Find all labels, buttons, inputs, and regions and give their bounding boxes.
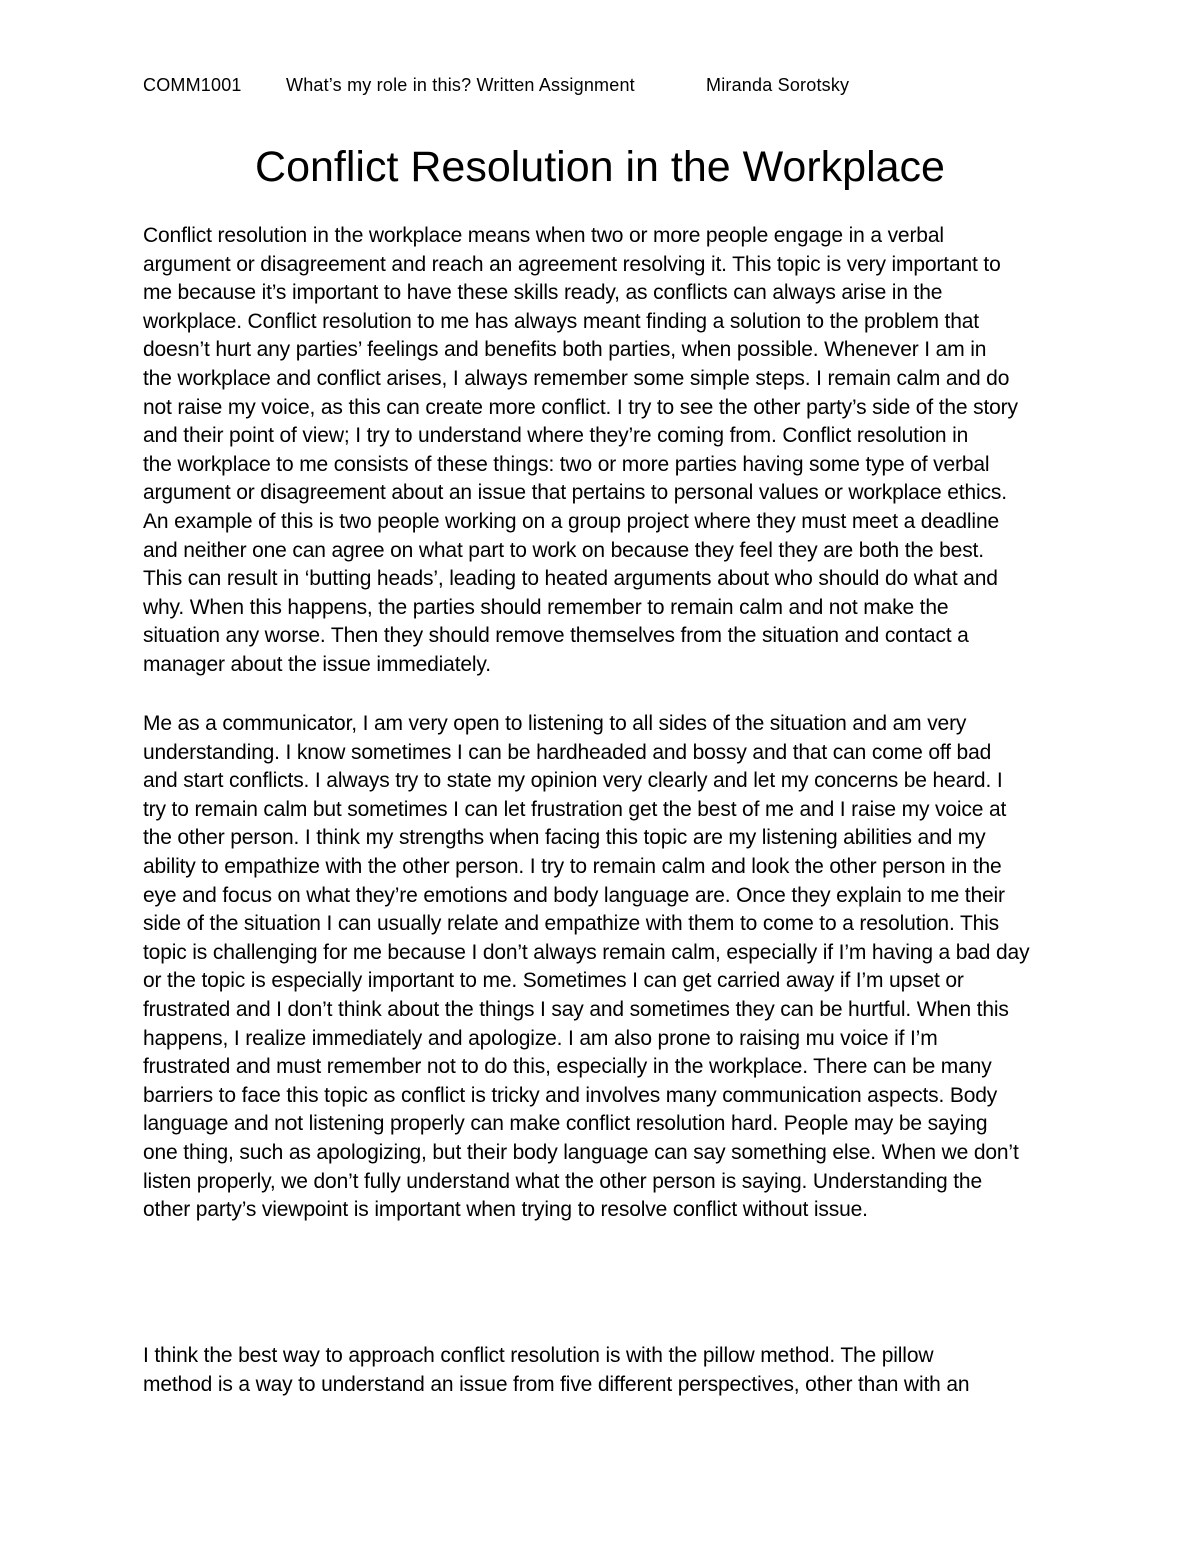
paragraph-3: I think the best way to approach conflict resolution is with the pillow method. The pillow method is a way to understand an issue from five different perspectives, other than with an — [143, 1344, 970, 1396]
assignment-name: What’s my role in this? Written Assignment — [286, 75, 635, 95]
author-name: Miranda Sorotsky — [706, 75, 850, 95]
paragraph-2: Me as a communicator, I am very open to listening to all sides of the situation and am very understanding. I know sometimes I can be hardheaded and bossy and that can come off bad and start conflicts. I always try to state my opinion very clearly and let my concerns be heard. I try to remain calm but sometimes I can let frustration get the best of me and I raise my voice at the other person. I think my strengths when facing this topic are my listening abilities and my ability to empathize with the other person. I try to remain calm and look the other person in the eye and focus on what they’re emotions and body language are. Once they explain to me their side of the situation I can usually relate and empathize with them to come to a resolution. This topic is challenging for me because I don’t always remain calm, especially if I’m having a bad day or the topic is especially important to me. Sometimes I can get carried away if I’m upset or frustrated and I don’t think about the things I say and sometimes they can be hurtful. When this happens, I realize immediately and apologize. I am also prone to raising mu voice if I’m frustrated and must remember not to do this, especially in the workplace. There can be many barriers to face this topic as conflict is tricky and involves many communication aspects. Body language and not listening properly can make conflict resolution hard. People may be saying one thing, such as apologizing, but their body language can say something else. When we don’t listen properly, we don’t fully understand what the other person is saying. Understanding the other party’s viewpoint is important when trying to resolve conflict without issue. — [143, 712, 1030, 1222]
paragraph-1: Conflict resolution in the workplace means when two or more people engage in a verbal argument or disagreement and reach an agreement resolving it. This topic is very important to me because it’s important to have these skills ready, as conflicts can always arise in the workplace. Conflict resolution to me has always meant finding a solution to the problem that doesn’t hurt any parties’ feelings and benefits both parties, when possible. Whenever I am in the workplace and conflict arises, I always remember some simple steps. I remain calm and do not raise my voice, as this can create more conflict. I try to see the other party’s side of the story and their point of view; I try to understand where they’re coming from. Conflict resolution in the workplace to me consists of these things: two or more parties having some type of verbal argument or disagreement about an issue that pertains to personal values or workplace ethics. An example of this is two people working on a group project where they must meet a deadline and neither one can agree on what part to work on because they feel they are both the best. This can result in ‘butting heads’, leading to heated arguments about who should do what and why. When this happens, the parties should remember to remain calm and not make the situation any worse. Then they should remove themselves from the situation and contact a manager about the issue immediately. — [143, 224, 1018, 676]
document-title: Conflict Resolution in the Workplace — [255, 143, 945, 191]
course-code: COMM1001 — [143, 75, 242, 95]
